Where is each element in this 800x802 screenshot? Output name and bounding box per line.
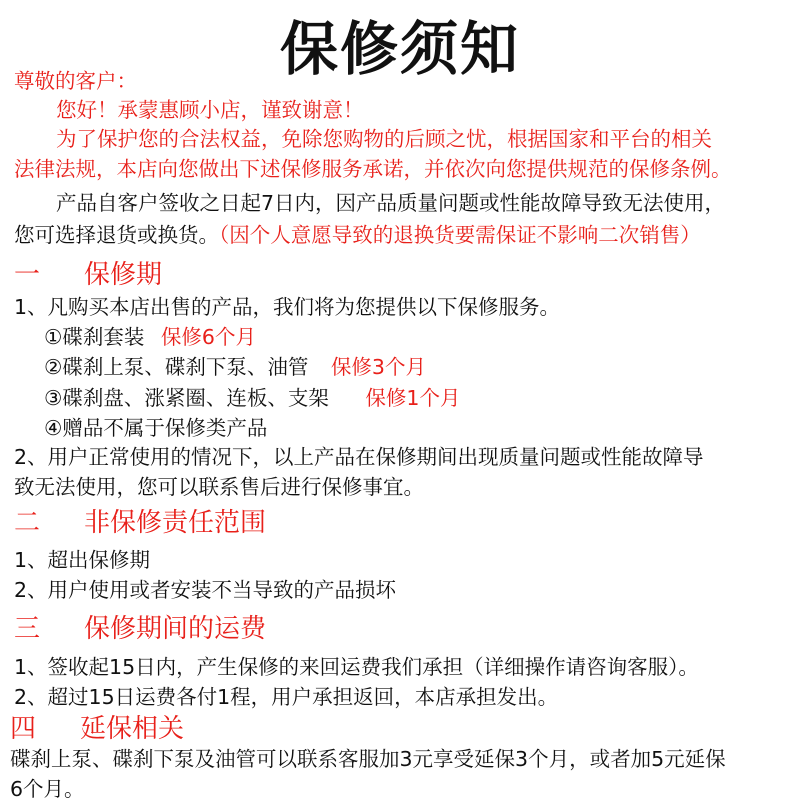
non-warranty-item-2: 2、用户使用或者安装不当导致的产品损坏	[14, 578, 397, 602]
extended-line-1: 碟刹上泵、碟刹下泵及油管可以联系客服加3元享受延保3个月，或者加5元延保	[10, 747, 726, 771]
greeting-paragraph-line-1: 为了保护您的合法权益，免除您购物的后顾之忧，根据国家和平台的相关	[56, 127, 712, 151]
greeting-hello: 您好！承蒙惠顾小店，谨致谢意！	[56, 98, 364, 122]
section-number: 三	[14, 614, 41, 644]
warranty-item-1: 1、凡购买本店出售的产品，我们将为您提供以下保修服务。	[14, 295, 561, 319]
section-heading-non-warranty	[14, 502, 266, 539]
warranty-sub-3	[44, 381, 460, 411]
sub-item-text: ②碟刹上泵、碟刹下泵、油管	[44, 355, 309, 379]
sub-item-text: ④赠品不属于保修类产品	[44, 416, 268, 440]
sub-item-period: 保修3个月	[330, 355, 426, 379]
warranty-item-2-line-1: 2、用户正常使用的情况下，以上产品在保修期间出现质量问题或性能故障导	[14, 445, 704, 469]
intro-line-2	[14, 218, 701, 248]
sub-item-text: ①碟刹套装	[44, 325, 145, 349]
section-title: 保修期	[84, 260, 163, 290]
sub-item-period: 保修1个月	[365, 386, 461, 410]
section-title: 非保修责任范围	[84, 508, 267, 538]
section-title: 保修期间的运费	[84, 614, 267, 644]
intro-line-2-text: 您可选择退货或换货。	[14, 223, 219, 247]
shipping-item-2: 2、超过15日运费各付1程，用户承担返回，本店承担发出。	[14, 685, 559, 709]
page-title: 保修须知	[279, 15, 520, 83]
section-heading-shipping	[14, 608, 266, 645]
warranty-item-2-line-2: 致无法使用，您可以联系售后进行保修事宜。	[14, 475, 424, 499]
shipping-item-1: 1、签收起15日内，产生保修的来回运费我们承担（详细操作请咨询客服）。	[14, 655, 699, 679]
intro-line-1: 产品自客户签收之日起7日内，因产品质量问题或性能故障导致无法使用，	[56, 191, 726, 215]
greeting-paragraph-line-2: 法律法规，本店向您做出下述保修服务承诺，并依次向您提供规范的保修条例。	[14, 157, 732, 181]
section-title: 延保相关	[80, 714, 185, 744]
warranty-sub-4	[44, 411, 267, 441]
sub-item-text: ③碟刹盘、涨紧圈、连板、支架	[44, 386, 329, 410]
section-number: 二	[14, 508, 41, 538]
section-heading-extended-warranty	[10, 708, 184, 745]
section-number: 四	[10, 714, 37, 744]
extended-line-2: 6个月。	[10, 777, 85, 801]
section-number: 一	[14, 260, 41, 290]
sub-item-period: 保修6个月	[160, 325, 256, 349]
salutation: 尊敬的客户：	[14, 69, 137, 93]
section-heading-warranty-period	[14, 254, 162, 291]
intro-note: （因个人意愿导致的退换货要需保证不影响二次销售）	[219, 223, 701, 247]
non-warranty-item-1: 1、超出保修期	[14, 548, 151, 572]
warranty-sub-1	[44, 320, 256, 350]
warranty-sub-2	[44, 350, 426, 380]
